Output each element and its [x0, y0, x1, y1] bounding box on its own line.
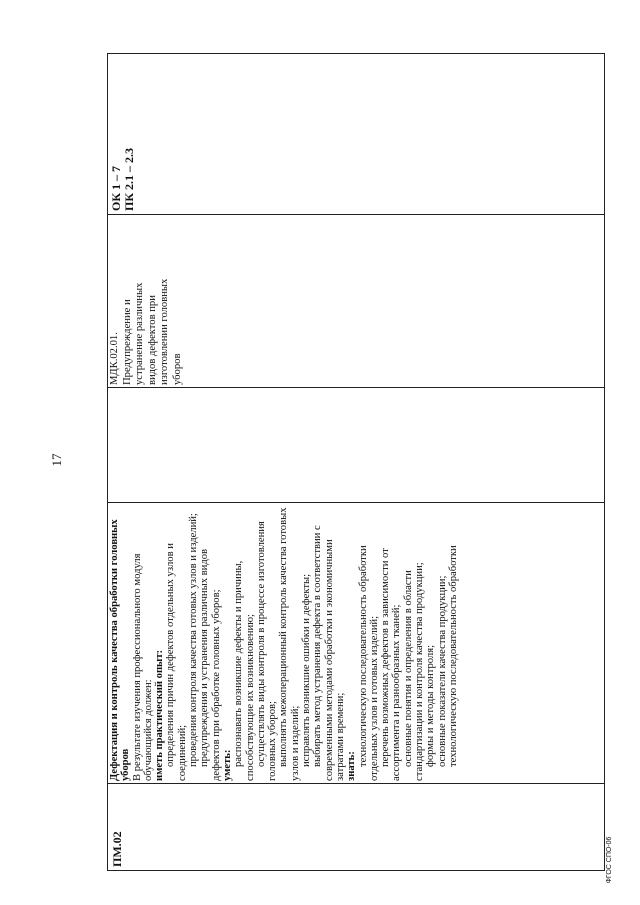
- mdk-line: уборов: [171, 353, 183, 385]
- mdk-line: МДК.02.01.: [109, 332, 120, 385]
- mdk-line: устранение различных: [134, 282, 146, 385]
- description-line: технологическую последовательность обработки: [447, 545, 459, 767]
- footer-label: ФГОС СПО-06: [606, 836, 613, 884]
- competency-line: ПК 2.1 – 2.3: [122, 147, 136, 211]
- competency-line: ОК 1 – 7: [109, 165, 123, 211]
- empty-cell: [108, 388, 605, 503]
- mdk-line: Предупреждение и: [121, 299, 133, 385]
- competencies: [108, 54, 138, 214]
- description-line: формы и методы контроля;: [425, 644, 437, 767]
- page-number: 17: [49, 453, 64, 467]
- description-line: знать:: [346, 751, 358, 781]
- description-line: перечень возможных дефектов в зависимости от ассортимента и разнообразных тканей;: [380, 548, 403, 781]
- mdk-cell: [108, 215, 605, 388]
- mdk-text: [108, 215, 186, 387]
- mdk-line: изготовлении головных: [159, 278, 171, 385]
- rotated-table-sheet: [107, 59, 605, 871]
- description-line: определения причин дефектов отдельных узлов и соединений;: [165, 543, 188, 781]
- description-line: проведения контроля качества готовых узлов и изделий;: [188, 513, 200, 767]
- description-line: выполнять межоперационный контроль качества готовых узлов и изделий;: [278, 507, 301, 781]
- description-line: осуществлять виды контроля в процессе изготовления головных уборов;: [255, 521, 279, 781]
- description-line: выбирать метод устранения дефекта в соответствии с современными методами обработки и экономичными затратами времени;: [312, 525, 346, 781]
- footer: [600, 820, 620, 900]
- description-line: технологическую последовательность обработки отдельных узлов и готовых изделий;: [357, 545, 380, 781]
- module-code-cell: [108, 784, 605, 871]
- description-line: В результате изучения профессионального модуля обучающийся должен:: [131, 553, 154, 781]
- curriculum-table: [107, 53, 605, 871]
- description-line: уметь:: [221, 749, 233, 781]
- description-line: распознавать возникшие дефекты и причины, способствующие их возникновению;: [233, 560, 256, 781]
- description-line: основные показатели качества продукции;: [436, 575, 448, 767]
- description-line: иметь практический опыт:: [154, 649, 166, 781]
- description-line: предупреждения и устранения различных видов дефектов при обработке головных уборов;: [199, 548, 222, 781]
- module-code: ПМ.02: [110, 831, 124, 867]
- module-description: [108, 503, 460, 783]
- module-description-cell: [108, 503, 605, 784]
- description-line: основные понятия и определения в области стандартизации и контроля качества продукции;: [402, 562, 426, 781]
- description-line: Дефектация и контроль качества обработки головных уборов: [109, 519, 132, 781]
- mdk-line: видов дефектов при: [146, 295, 158, 385]
- description-line: исправлять возникшие ошибки и дефекты;: [301, 573, 313, 767]
- competencies-cell: [108, 54, 605, 215]
